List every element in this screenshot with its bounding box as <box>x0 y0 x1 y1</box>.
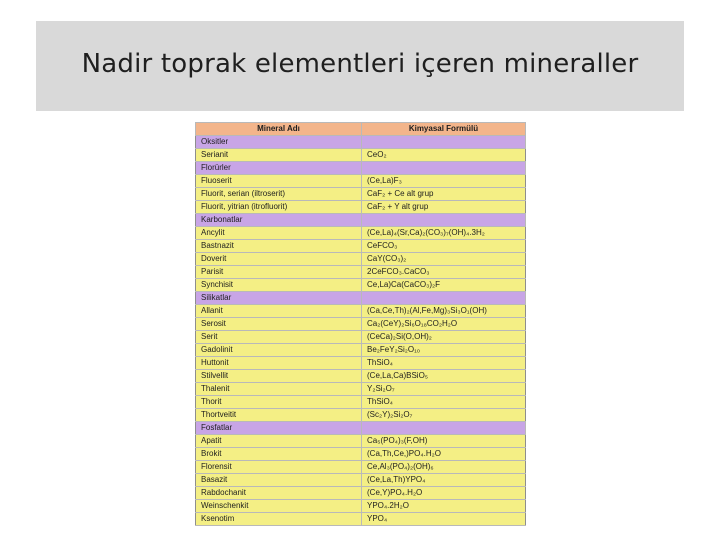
mineral-table <box>195 122 526 526</box>
table-row <box>196 175 526 188</box>
mineral-name: Thorit <box>196 396 362 409</box>
mineral-name: Fluorit, serian (iltroserit) <box>196 188 362 201</box>
mineral-name: Thalenit <box>196 383 362 396</box>
mineral-name: Parisit <box>196 266 362 279</box>
category-name: Silikatlar <box>196 292 362 305</box>
category-formula <box>362 214 526 227</box>
category-name: Karbonatlar <box>196 214 362 227</box>
table-row <box>196 305 526 318</box>
mineral-name: Serit <box>196 331 362 344</box>
table-row <box>196 461 526 474</box>
mineral-formula: CaY(CO₃)₂ <box>362 253 526 266</box>
table-row <box>196 331 526 344</box>
category-row <box>196 422 526 435</box>
mineral-name: Bastnazit <box>196 240 362 253</box>
mineral-name: Ksenotim <box>196 513 362 526</box>
header-mineral-name: Mineral Adı <box>196 123 362 136</box>
table-row <box>196 279 526 292</box>
mineral-name: Basazit <box>196 474 362 487</box>
mineral-table-container <box>195 122 525 534</box>
table-header-row <box>196 123 526 136</box>
mineral-formula: 2CeFCO₃.CaCO₃ <box>362 266 526 279</box>
mineral-name: Brokit <box>196 448 362 461</box>
category-name: Florürler <box>196 162 362 175</box>
table-row <box>196 149 526 162</box>
table-row <box>196 266 526 279</box>
mineral-name: Florensit <box>196 461 362 474</box>
category-formula <box>362 136 526 149</box>
mineral-formula: Y₂Si₂O₇ <box>362 383 526 396</box>
mineral-formula: Ca₂(CeY)₂Si₆O₁₈CO₂H₂O <box>362 318 526 331</box>
mineral-formula: YPO₄ <box>362 513 526 526</box>
table-row <box>196 240 526 253</box>
title-band <box>36 21 684 111</box>
mineral-formula: Ca₅(PO₄)₃(F,OH) <box>362 435 526 448</box>
mineral-name: Ancylit <box>196 227 362 240</box>
mineral-formula: Ce,La)Ca(CaCO₃)₂F <box>362 279 526 292</box>
category-formula <box>362 292 526 305</box>
mineral-formula: CeO₂ <box>362 149 526 162</box>
table-row <box>196 448 526 461</box>
table-row <box>196 201 526 214</box>
mineral-name: Fluoserit <box>196 175 362 188</box>
mineral-name: Fluorit, yitrian (itrofluorit) <box>196 201 362 214</box>
table-row <box>196 500 526 513</box>
mineral-formula: (Sc₂Y)₂Si₂O₇ <box>362 409 526 422</box>
mineral-formula: (Ce,La,Th)YPO₄ <box>362 474 526 487</box>
table-row <box>196 344 526 357</box>
mineral-formula: (Ce,La)F₃ <box>362 175 526 188</box>
category-row <box>196 214 526 227</box>
mineral-formula: ThSiO₄ <box>362 396 526 409</box>
mineral-formula: Ce,Al₃(PO₄)₂(OH)₆ <box>362 461 526 474</box>
table-row <box>196 513 526 526</box>
table-row <box>196 253 526 266</box>
mineral-formula: (Ca,Ce,Th)₂(Al,Fe,Mg)₃Si₃O₁(OH) <box>362 305 526 318</box>
table-body <box>196 136 526 526</box>
header-chemical-formula: Kimyasal Formülü <box>362 123 526 136</box>
mineral-name: Doverit <box>196 253 362 266</box>
table-row <box>196 474 526 487</box>
mineral-formula: (Ce,Y)PO₄.H₂O <box>362 487 526 500</box>
mineral-formula: Be₂FeY₂Si₂O₁₀ <box>362 344 526 357</box>
mineral-formula: CaF₂ + Ce alt grup <box>362 188 526 201</box>
table-row <box>196 383 526 396</box>
category-name: Oksitler <box>196 136 362 149</box>
table-row <box>196 188 526 201</box>
mineral-formula: CeFCO₃ <box>362 240 526 253</box>
category-formula <box>362 162 526 175</box>
table-row <box>196 409 526 422</box>
table-row <box>196 227 526 240</box>
mineral-formula: (Ce,La,Ca)BSiO₅ <box>362 370 526 383</box>
category-formula <box>362 422 526 435</box>
mineral-formula: (CeCa)₂Si(O,OH)₂ <box>362 331 526 344</box>
table-row <box>196 487 526 500</box>
table-row <box>196 435 526 448</box>
mineral-formula: (Ce,La)₄(Sr,Ca)₂(CO₃)₇(OH)₄.3H₂ <box>362 227 526 240</box>
mineral-formula: YPO₄.2H₂O <box>362 500 526 513</box>
mineral-name: Gadolinit <box>196 344 362 357</box>
mineral-name: Allanit <box>196 305 362 318</box>
mineral-name: Apatit <box>196 435 362 448</box>
mineral-name: Synchisit <box>196 279 362 292</box>
category-row <box>196 136 526 149</box>
mineral-name: Serosit <box>196 318 362 331</box>
mineral-name: Huttonit <box>196 357 362 370</box>
category-row <box>196 162 526 175</box>
mineral-formula: CaF₂ + Y alt grup <box>362 201 526 214</box>
mineral-name: Stilvellit <box>196 370 362 383</box>
mineral-formula: (Ca,Th,Ce,)PO₄.H₂O <box>362 448 526 461</box>
mineral-formula: ThSiO₄ <box>362 357 526 370</box>
table-row <box>196 370 526 383</box>
category-name: Fosfatlar <box>196 422 362 435</box>
table-row <box>196 318 526 331</box>
category-row <box>196 292 526 305</box>
table-row <box>196 396 526 409</box>
slide-title: Nadir toprak elementleri içeren mineraller <box>81 49 639 79</box>
table-row <box>196 357 526 370</box>
mineral-name: Serianit <box>196 149 362 162</box>
mineral-name: Thortveitit <box>196 409 362 422</box>
mineral-name: Weinschenkit <box>196 500 362 513</box>
mineral-name: Rabdochanit <box>196 487 362 500</box>
